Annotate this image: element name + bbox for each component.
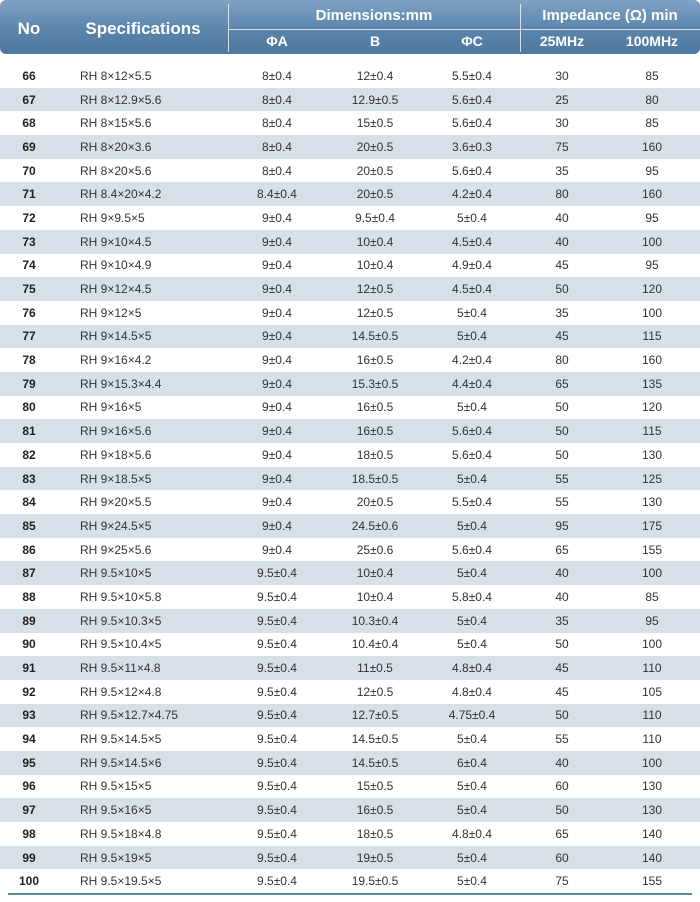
cell-spec: RH 9×16×5.6 bbox=[80, 424, 152, 439]
cell-dim-a: 9.5±0.4 bbox=[257, 755, 297, 770]
cell-no: 85 bbox=[22, 518, 36, 533]
cell-impedance-25mhz: 65 bbox=[555, 826, 569, 841]
cell-impedance-25mhz: 45 bbox=[555, 258, 569, 273]
cell-no: 89 bbox=[22, 613, 36, 628]
cell-impedance-100mhz: 95 bbox=[645, 613, 659, 628]
cell-dim-c: 5±0.4 bbox=[457, 732, 487, 747]
cell-impedance-100mhz: 110 bbox=[642, 661, 662, 676]
cell-dim-b: 18±0.5 bbox=[356, 447, 394, 462]
header-no: No bbox=[17, 19, 41, 38]
cell-dim-a: 9±0.4 bbox=[262, 495, 292, 510]
cell-spec: RH 9×16×4.2 bbox=[80, 353, 152, 368]
table-row bbox=[0, 230, 700, 254]
cell-dim-c: 5±0.4 bbox=[457, 637, 487, 652]
cell-impedance-100mhz: 95 bbox=[645, 258, 659, 273]
cell-dim-c: 5±0.4 bbox=[457, 850, 487, 865]
cell-dim-c: 4.8±0.4 bbox=[452, 684, 492, 699]
table-row bbox=[0, 751, 700, 775]
cell-spec: RH 9.5×10×5.8 bbox=[80, 589, 162, 604]
cell-impedance-100mhz: 100 bbox=[641, 637, 663, 652]
cell-spec: RH 9.5×12×4.8 bbox=[80, 684, 162, 699]
cell-no: 73 bbox=[22, 234, 36, 249]
cell-no: 84 bbox=[22, 495, 36, 510]
cell-dim-b: 15±0.5 bbox=[356, 116, 394, 131]
cell-impedance-25mhz: 65 bbox=[555, 376, 569, 391]
cell-dim-a: 9.5±0.4 bbox=[257, 613, 297, 628]
table-row bbox=[0, 514, 700, 538]
cell-impedance-25mhz: 40 bbox=[555, 566, 569, 581]
cell-no: 95 bbox=[22, 755, 36, 770]
table-row bbox=[0, 111, 700, 135]
cell-spec: RH 9×10×4.5 bbox=[80, 234, 152, 249]
cell-spec: RH 8×20×3.6 bbox=[80, 139, 152, 154]
table-row bbox=[0, 277, 700, 301]
cell-no: 100 bbox=[18, 874, 40, 889]
cell-impedance-100mhz: 100 bbox=[641, 755, 663, 770]
cell-dim-a: 9±0.4 bbox=[262, 376, 292, 391]
cell-dim-c: 5±0.4 bbox=[457, 305, 487, 320]
cell-dim-c: 5.6±0.4 bbox=[452, 92, 492, 107]
cell-dim-b: 16±0.5 bbox=[356, 353, 394, 368]
cell-spec: RH 9.5×15×5 bbox=[80, 779, 152, 794]
cell-spec: RH 9×25×5.6 bbox=[80, 542, 152, 557]
cell-dim-a: 8±0.4 bbox=[262, 116, 292, 131]
table-row bbox=[0, 301, 700, 325]
cell-impedance-25mhz: 60 bbox=[555, 850, 569, 865]
cell-dim-a: 9.5±0.4 bbox=[257, 850, 297, 865]
cell-spec: RH 9.5×11×4.8 bbox=[80, 661, 161, 676]
cell-impedance-100mhz: 155 bbox=[641, 874, 663, 889]
cell-impedance-25mhz: 40 bbox=[555, 210, 569, 225]
cell-impedance-25mhz: 40 bbox=[555, 589, 569, 604]
cell-dim-c: 5.5±0.4 bbox=[452, 68, 492, 83]
cell-spec: RH 9.5×10×5 bbox=[80, 566, 152, 581]
cell-dim-c: 4.4±0.4 bbox=[452, 376, 492, 391]
cell-no: 69 bbox=[22, 139, 36, 154]
cell-dim-c: 4.5±0.4 bbox=[452, 234, 492, 249]
table-row bbox=[0, 135, 700, 159]
cell-dim-a: 9±0.4 bbox=[262, 329, 292, 344]
cell-dim-b: 19±0.5 bbox=[356, 850, 394, 865]
cell-dim-a: 9±0.4 bbox=[262, 447, 292, 462]
cell-no: 98 bbox=[22, 826, 36, 841]
table-row bbox=[0, 775, 700, 799]
table-row bbox=[0, 561, 700, 585]
cell-spec: RH 9×10×4.9 bbox=[80, 258, 152, 273]
cell-dim-c: 4.9±0.4 bbox=[452, 258, 492, 273]
cell-dim-c: 5±0.4 bbox=[457, 803, 487, 818]
cell-no: 88 bbox=[22, 589, 36, 604]
cell-impedance-100mhz: 125 bbox=[641, 471, 663, 486]
cell-dim-b: 25±0.6 bbox=[356, 542, 394, 557]
cell-impedance-25mhz: 35 bbox=[555, 613, 569, 628]
cell-no: 75 bbox=[22, 282, 36, 297]
cell-impedance-100mhz: 105 bbox=[641, 684, 663, 699]
cell-dim-b: 16±0.5 bbox=[356, 424, 394, 439]
header-col-25mhz: 25MHz bbox=[539, 33, 585, 49]
cell-no: 81 bbox=[22, 424, 36, 439]
cell-impedance-25mhz: 35 bbox=[555, 163, 569, 178]
cell-spec: RH 9.5×19×5 bbox=[80, 850, 152, 865]
cell-impedance-100mhz: 135 bbox=[641, 376, 663, 391]
cell-dim-b: 18±0.5 bbox=[356, 826, 394, 841]
cell-dim-a: 9.5±0.4 bbox=[257, 803, 297, 818]
cell-spec: RH 8.4×20×4.2 bbox=[80, 187, 162, 202]
cell-dim-b: 14.5±0.5 bbox=[351, 755, 399, 770]
cell-impedance-25mhz: 50 bbox=[555, 637, 569, 652]
cell-dim-b: 18.5±0.5 bbox=[351, 471, 399, 486]
cell-impedance-100mhz: 130 bbox=[641, 779, 663, 794]
cell-impedance-100mhz: 130 bbox=[641, 447, 663, 462]
table-row bbox=[0, 869, 700, 893]
cell-impedance-100mhz: 175 bbox=[641, 518, 663, 533]
table-row bbox=[0, 467, 700, 491]
cell-dim-b: 16±0.5 bbox=[356, 400, 394, 415]
cell-impedance-25mhz: 55 bbox=[555, 471, 569, 486]
cell-dim-b: 12.7±0.5 bbox=[351, 708, 399, 723]
cell-dim-a: 9.5±0.4 bbox=[257, 779, 297, 794]
cell-impedance-25mhz: 30 bbox=[555, 68, 569, 83]
cell-dim-a: 9±0.4 bbox=[262, 400, 292, 415]
cell-dim-b: 15.3±0.5 bbox=[351, 376, 399, 391]
cell-impedance-100mhz: 95 bbox=[645, 210, 659, 225]
cell-spec: RH 8×12×5.5 bbox=[80, 68, 152, 83]
cell-impedance-100mhz: 140 bbox=[641, 850, 663, 865]
cell-impedance-100mhz: 80 bbox=[645, 92, 659, 107]
cell-impedance-100mhz: 140 bbox=[641, 826, 663, 841]
cell-no: 78 bbox=[22, 353, 36, 368]
cell-dim-b: 12±0.4 bbox=[356, 68, 394, 83]
cell-impedance-25mhz: 45 bbox=[555, 684, 569, 699]
cell-no: 92 bbox=[22, 684, 36, 699]
cell-spec: RH 9×16×5 bbox=[80, 400, 142, 415]
table-row bbox=[0, 609, 700, 633]
cell-impedance-25mhz: 50 bbox=[555, 803, 569, 818]
cell-spec: RH 9.5×14.5×6 bbox=[80, 755, 162, 770]
cell-spec: RH 9×9.5×5 bbox=[80, 210, 145, 225]
cell-impedance-25mhz: 95 bbox=[555, 518, 569, 533]
cell-dim-a: 9.5±0.4 bbox=[257, 661, 297, 676]
cell-no: 68 bbox=[22, 116, 36, 131]
cell-spec: RH 9×24.5×5 bbox=[80, 518, 152, 533]
table-row bbox=[0, 348, 700, 372]
cell-impedance-25mhz: 55 bbox=[555, 495, 569, 510]
cell-impedance-100mhz: 160 bbox=[641, 353, 663, 368]
cell-dim-a: 9±0.4 bbox=[262, 353, 292, 368]
table-header bbox=[0, 0, 700, 54]
cell-no: 83 bbox=[22, 471, 36, 486]
cell-dim-b: 10±0.4 bbox=[356, 566, 394, 581]
cell-dim-c: 5.6±0.4 bbox=[452, 542, 492, 557]
cell-impedance-25mhz: 45 bbox=[555, 661, 569, 676]
table-row bbox=[0, 490, 700, 514]
cell-no: 90 bbox=[22, 637, 36, 652]
cell-dim-c: 5.6±0.4 bbox=[452, 116, 492, 131]
cell-no: 87 bbox=[22, 566, 36, 581]
cell-dim-c: 5±0.4 bbox=[457, 613, 487, 628]
cell-impedance-100mhz: 110 bbox=[642, 708, 662, 723]
cell-dim-b: 20±0.5 bbox=[356, 495, 394, 510]
cell-dim-b: 20±0.5 bbox=[356, 163, 394, 178]
cell-spec: RH 9×14.5×5 bbox=[80, 329, 152, 344]
cell-dim-a: 9.5±0.4 bbox=[257, 708, 297, 723]
cell-dim-a: 8±0.4 bbox=[262, 68, 292, 83]
cell-dim-b: 20±0.5 bbox=[356, 139, 394, 154]
cell-dim-b: 12±0.5 bbox=[356, 282, 394, 297]
cell-no: 93 bbox=[22, 708, 36, 723]
cell-no: 94 bbox=[22, 732, 36, 747]
cell-dim-c: 5.6±0.4 bbox=[452, 163, 492, 178]
cell-impedance-100mhz: 130 bbox=[641, 495, 663, 510]
table-row bbox=[0, 680, 700, 704]
cell-no: 77 bbox=[22, 329, 36, 344]
cell-dim-b: 15±0.5 bbox=[356, 779, 394, 794]
cell-impedance-25mhz: 30 bbox=[555, 116, 569, 131]
header-specifications: Specifications bbox=[85, 19, 201, 38]
cell-no: 67 bbox=[22, 92, 36, 107]
cell-dim-b: 10±0.4 bbox=[356, 234, 394, 249]
cell-dim-a: 9±0.4 bbox=[262, 518, 292, 533]
cell-dim-b: 10±0.4 bbox=[356, 258, 394, 273]
cell-spec: RH 8×15×5.6 bbox=[80, 116, 152, 131]
cell-dim-a: 9.5±0.4 bbox=[257, 589, 297, 604]
cell-dim-b: 19.5±0.5 bbox=[351, 874, 399, 889]
table-row bbox=[0, 656, 700, 680]
cell-dim-b: 14.5±0.5 bbox=[351, 732, 399, 747]
cell-dim-c: 5±0.4 bbox=[457, 400, 487, 415]
cell-dim-c: 5.6±0.4 bbox=[452, 424, 492, 439]
header-impedance: Impedance (Ω) min bbox=[542, 7, 678, 24]
cell-no: 86 bbox=[22, 542, 36, 557]
cell-impedance-25mhz: 40 bbox=[555, 234, 569, 249]
cell-dim-c: 4.2±0.4 bbox=[452, 353, 492, 368]
cell-spec: RH 9.5×10.3×5 bbox=[80, 613, 162, 628]
cell-spec: RH 9×15.3×4.4 bbox=[80, 376, 162, 391]
cell-spec: RH 8×20×5.6 bbox=[80, 163, 152, 178]
cell-dim-a: 8±0.4 bbox=[262, 163, 292, 178]
cell-impedance-100mhz: 155 bbox=[641, 542, 663, 557]
table-row bbox=[0, 254, 700, 278]
cell-dim-c: 5±0.4 bbox=[457, 210, 487, 225]
cell-no: 91 bbox=[22, 661, 36, 676]
table-row bbox=[0, 727, 700, 751]
cell-dim-c: 5±0.4 bbox=[457, 329, 487, 344]
table-row bbox=[0, 419, 700, 443]
table-row bbox=[0, 798, 700, 822]
cell-impedance-25mhz: 65 bbox=[555, 542, 569, 557]
cell-impedance-25mhz: 35 bbox=[555, 305, 569, 320]
cell-no: 80 bbox=[22, 400, 36, 415]
cell-dim-a: 9±0.4 bbox=[262, 210, 292, 225]
table-row bbox=[0, 704, 700, 728]
cell-dim-c: 5.5±0.4 bbox=[452, 495, 492, 510]
cell-impedance-100mhz: 85 bbox=[645, 589, 659, 604]
cell-impedance-100mhz: 160 bbox=[641, 139, 663, 154]
table-row bbox=[0, 64, 700, 88]
table-row bbox=[0, 822, 700, 846]
cell-impedance-25mhz: 45 bbox=[555, 329, 569, 344]
cell-impedance-100mhz: 100 bbox=[641, 234, 663, 249]
cell-dim-a: 9±0.4 bbox=[262, 282, 292, 297]
cell-dim-a: 8.4±0.4 bbox=[257, 187, 297, 202]
table-row bbox=[0, 633, 700, 657]
header-col-a: ΦA bbox=[266, 33, 288, 49]
table-body bbox=[0, 64, 700, 893]
cell-no: 96 bbox=[22, 779, 36, 794]
cell-impedance-100mhz: 95 bbox=[645, 163, 659, 178]
cell-dim-b: 10.3±0.4 bbox=[351, 613, 399, 628]
cell-dim-a: 9±0.4 bbox=[262, 234, 292, 249]
cell-impedance-100mhz: 100 bbox=[641, 305, 663, 320]
cell-spec: RH 9.5×19.5×5 bbox=[80, 874, 162, 889]
cell-impedance-25mhz: 75 bbox=[555, 874, 569, 889]
cell-impedance-25mhz: 50 bbox=[555, 447, 569, 462]
cell-impedance-100mhz: 120 bbox=[641, 282, 663, 297]
cell-dim-a: 9.5±0.4 bbox=[257, 684, 297, 699]
cell-dim-c: 4.75±0.4 bbox=[448, 708, 496, 723]
cell-dim-c: 4.8±0.4 bbox=[452, 826, 492, 841]
cell-no: 82 bbox=[22, 447, 36, 462]
cell-dim-a: 9.5±0.4 bbox=[257, 732, 297, 747]
cell-no: 76 bbox=[22, 305, 36, 320]
cell-dim-c: 6±0.4 bbox=[457, 755, 487, 770]
cell-no: 71 bbox=[22, 187, 36, 202]
cell-impedance-25mhz: 50 bbox=[555, 400, 569, 415]
cell-impedance-25mhz: 50 bbox=[555, 424, 569, 439]
cell-dim-a: 9.5±0.4 bbox=[257, 566, 297, 581]
table-row bbox=[0, 396, 700, 420]
cell-dim-b: 20±0.5 bbox=[356, 187, 394, 202]
cell-no: 70 bbox=[22, 163, 36, 178]
cell-spec: RH 9.5×18×4.8 bbox=[80, 826, 162, 841]
table-row bbox=[0, 88, 700, 112]
cell-impedance-100mhz: 110 bbox=[642, 732, 662, 747]
cell-impedance-25mhz: 80 bbox=[555, 187, 569, 202]
table-row bbox=[0, 159, 700, 183]
cell-dim-b: 9.5±0.4 bbox=[355, 210, 395, 225]
cell-dim-a: 9±0.4 bbox=[262, 542, 292, 557]
cell-spec: RH 9×12×5 bbox=[80, 305, 142, 320]
cell-no: 79 bbox=[22, 376, 36, 391]
cell-dim-c: 5±0.4 bbox=[457, 566, 487, 581]
cell-dim-a: 9±0.4 bbox=[262, 471, 292, 486]
table-row bbox=[0, 206, 700, 230]
header-col-c: ΦC bbox=[461, 33, 483, 49]
cell-dim-c: 5±0.4 bbox=[457, 779, 487, 794]
cell-impedance-25mhz: 60 bbox=[555, 779, 569, 794]
header-divider bbox=[228, 4, 229, 52]
cell-dim-b: 12±0.5 bbox=[356, 305, 394, 320]
cell-impedance-25mhz: 80 bbox=[555, 353, 569, 368]
cell-dim-c: 5±0.4 bbox=[457, 518, 487, 533]
cell-dim-b: 16±0.5 bbox=[356, 803, 394, 818]
cell-spec: RH 9×18.5×5 bbox=[80, 471, 152, 486]
cell-dim-c: 5.6±0.4 bbox=[452, 447, 492, 462]
cell-dim-c: 4.8±0.4 bbox=[452, 661, 492, 676]
cell-spec: RH 9×12×4.5 bbox=[80, 282, 152, 297]
cell-dim-c: 4.2±0.4 bbox=[452, 187, 492, 202]
cell-dim-c: 5.8±0.4 bbox=[452, 589, 492, 604]
header-col-100mhz: 100MHz bbox=[625, 33, 679, 49]
table-row bbox=[0, 182, 700, 206]
table-row bbox=[0, 585, 700, 609]
cell-dim-b: 12.9±0.5 bbox=[351, 92, 399, 107]
cell-no: 66 bbox=[22, 68, 36, 83]
cell-dim-a: 9.5±0.4 bbox=[257, 874, 297, 889]
table-row bbox=[0, 372, 700, 396]
cell-dim-a: 9±0.4 bbox=[262, 424, 292, 439]
cell-impedance-25mhz: 55 bbox=[555, 732, 569, 747]
cell-impedance-25mhz: 75 bbox=[555, 139, 569, 154]
cell-impedance-100mhz: 85 bbox=[645, 116, 659, 131]
cell-impedance-100mhz: 85 bbox=[645, 68, 659, 83]
table-row bbox=[0, 325, 700, 349]
cell-impedance-25mhz: 25 bbox=[555, 92, 569, 107]
cell-impedance-25mhz: 40 bbox=[555, 755, 569, 770]
cell-no: 72 bbox=[22, 210, 36, 225]
cell-spec: RH 9.5×10.4×5 bbox=[80, 637, 162, 652]
table-bottom-rule bbox=[8, 893, 692, 895]
header-col-b: B bbox=[369, 33, 381, 49]
cell-dim-b: 24.5±0.6 bbox=[351, 518, 399, 533]
table-row bbox=[0, 846, 700, 870]
cell-dim-b: 11±0.5 bbox=[357, 661, 393, 676]
cell-dim-a: 9.5±0.4 bbox=[257, 826, 297, 841]
cell-dim-a: 8±0.4 bbox=[262, 92, 292, 107]
cell-dim-a: 9±0.4 bbox=[262, 258, 292, 273]
cell-spec: RH 9×20×5.5 bbox=[80, 495, 152, 510]
cell-spec: RH 9×18×5.6 bbox=[80, 447, 152, 462]
cell-dim-b: 10.4±0.4 bbox=[351, 637, 399, 652]
header-divider bbox=[228, 29, 700, 30]
header-divider bbox=[520, 4, 521, 52]
cell-spec: RH 9.5×12.7×4.75 bbox=[80, 708, 179, 723]
cell-dim-b: 10±0.4 bbox=[356, 589, 394, 604]
table-row bbox=[0, 538, 700, 562]
cell-spec: RH 8×12.9×5.6 bbox=[80, 92, 162, 107]
cell-impedance-100mhz: 100 bbox=[641, 566, 663, 581]
cell-dim-b: 14.5±0.5 bbox=[351, 329, 399, 344]
cell-impedance-100mhz: 130 bbox=[641, 803, 663, 818]
cell-dim-c: 5±0.4 bbox=[457, 874, 487, 889]
cell-dim-c: 3.6±0.3 bbox=[452, 139, 492, 154]
cell-no: 99 bbox=[22, 850, 36, 865]
cell-dim-c: 5±0.4 bbox=[457, 471, 487, 486]
table-row bbox=[0, 443, 700, 467]
cell-impedance-100mhz: 115 bbox=[642, 329, 662, 344]
cell-no: 74 bbox=[22, 258, 36, 273]
cell-dim-a: 9.5±0.4 bbox=[257, 637, 297, 652]
cell-dim-c: 4.5±0.4 bbox=[452, 282, 492, 297]
cell-dim-a: 8±0.4 bbox=[262, 139, 292, 154]
cell-impedance-25mhz: 50 bbox=[555, 708, 569, 723]
cell-impedance-100mhz: 115 bbox=[642, 424, 662, 439]
cell-impedance-25mhz: 50 bbox=[555, 282, 569, 297]
header-dimensions: Dimensions:mm bbox=[315, 7, 433, 24]
cell-dim-b: 12±0.5 bbox=[356, 684, 394, 699]
cell-no: 97 bbox=[22, 803, 36, 818]
cell-spec: RH 9.5×16×5 bbox=[80, 803, 152, 818]
cell-spec: RH 9.5×14.5×5 bbox=[80, 732, 162, 747]
cell-dim-a: 9±0.4 bbox=[262, 305, 292, 320]
cell-impedance-100mhz: 120 bbox=[641, 400, 663, 415]
cell-impedance-100mhz: 160 bbox=[641, 187, 663, 202]
